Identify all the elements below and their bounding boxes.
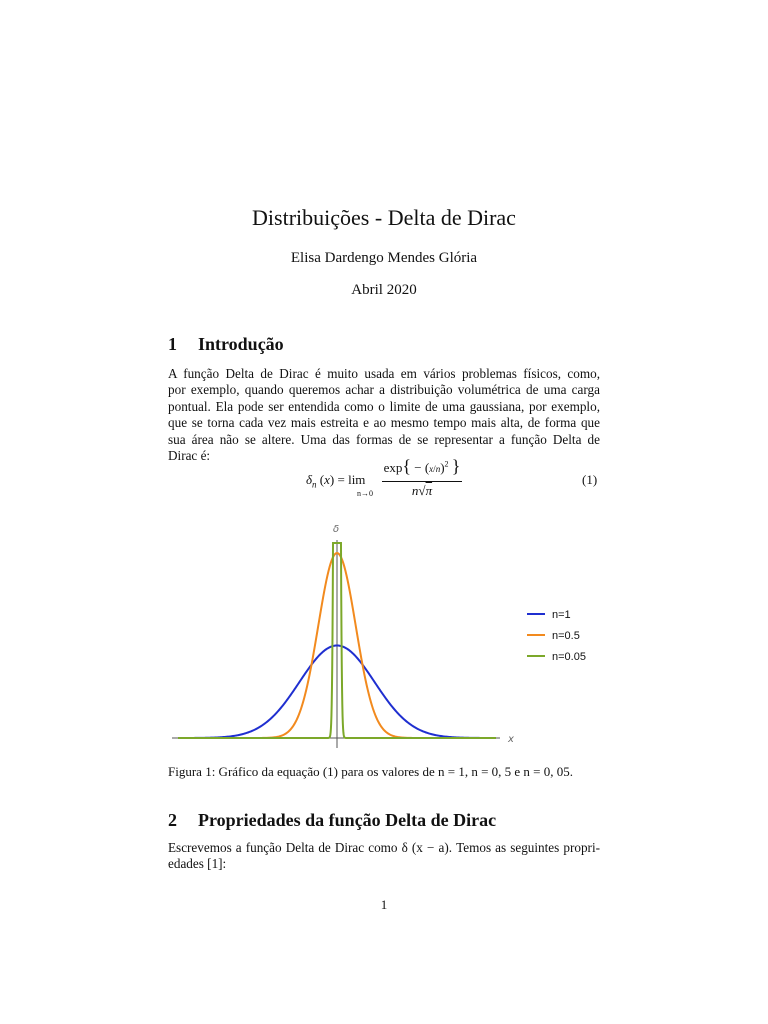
paragraph-line: edades [1]: [168,856,227,872]
paragraph-line: que se torna cada vez mais estreita e ao mesmo tempo mais alta, de forma que [168,415,600,431]
section-2-paragraph [168,840,600,873]
paragraph-line: por exemplo, quando queremos achar a distribuição volumétrica de uma carga [168,382,600,398]
page-title: Distribuições - Delta de Dirac [252,205,516,230]
date: Abril 2020 [351,282,417,298]
section-1-title: Introdução [198,334,284,354]
page-number: 1 [380,897,388,912]
section-2-number: 2 [168,810,177,830]
section-2-title: Propriedades da função Delta de Dirac [198,810,497,830]
equation-number: (1) [582,472,598,487]
equation-numerator: $\exp\{ - (x/n)^2$ } [383,456,461,476]
y-axis-label: δ [333,524,340,535]
author: Elisa Dardengo Mendes Glória [290,250,478,266]
x-axis-label: x [508,734,514,745]
section-2-heading [168,810,496,831]
paragraph-line: Dirac é: [168,448,211,464]
legend-label-n=0.05: n=0.05 [552,651,586,663]
legend-label-n=0.5: n=0.5 [552,630,580,642]
figure-caption: Figura 1: Gráfico da equação (1) para os valores de n = 1, n = 0, 5 e n = 0, 05. [168,764,574,779]
paragraph-line: pontual. Ela pode ser entendida como o limite de uma gaussiana, por exemplo, [168,398,600,414]
paragraph-line: sua área não se altere. Uma das formas de se representar a função Delta de [168,431,600,447]
equation-lhs: $\delta_n$ (x) = lim [306,472,366,490]
equation-denominator: n√π [411,483,433,498]
paragraph-line: A função Delta de Dirac é muito usada em vários problemas físicos, como, [168,366,600,381]
section-1-number: 1 [168,334,177,354]
equation-limit-subscript: n→0 [357,489,373,498]
legend-label-n=1: n=1 [552,609,571,621]
paragraph-line: Escrevemos a função Delta de Dirac como δ (x − a). Temos as seguintes propri- [168,840,600,855]
